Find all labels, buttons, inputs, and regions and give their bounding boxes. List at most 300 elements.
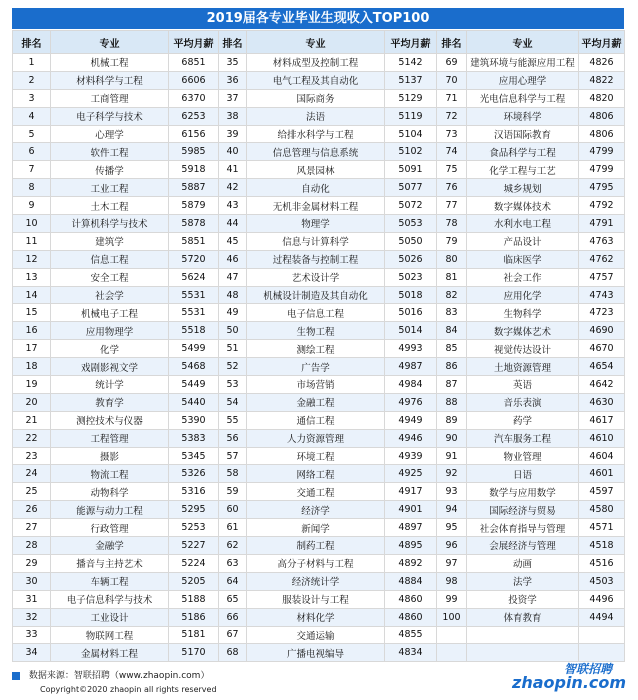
cell-rank: 83	[437, 304, 467, 322]
cell-salary: 4795	[579, 179, 625, 197]
cell-rank: 21	[13, 411, 51, 429]
table-row	[13, 358, 625, 376]
cell-rank: 57	[219, 447, 247, 465]
cell-rank: 28	[13, 537, 51, 555]
header-rank: 排名	[219, 31, 247, 54]
cell-salary: 5878	[169, 215, 219, 233]
cell-major: 摄影	[51, 447, 169, 465]
table-row	[13, 54, 625, 72]
cell-major: 艺术设计学	[247, 268, 385, 286]
salary-table	[12, 30, 625, 662]
table-row	[13, 447, 625, 465]
cell-major: 药学	[467, 411, 579, 429]
cell-rank: 16	[13, 322, 51, 340]
cell-major: 法语	[247, 107, 385, 125]
cell-salary: 4946	[385, 429, 437, 447]
cell-rank: 88	[437, 393, 467, 411]
cell-major: 音乐表演	[467, 393, 579, 411]
cell-rank: 38	[219, 107, 247, 125]
cell-salary: 5887	[169, 179, 219, 197]
cell-major: 无机非金属材料工程	[247, 197, 385, 215]
cell-rank: 1	[13, 54, 51, 72]
cell-major: 电子信息工程	[247, 304, 385, 322]
cell-rank: 25	[13, 483, 51, 501]
table-row	[13, 215, 625, 233]
cell-rank: 95	[437, 519, 467, 537]
cell-salary: 5345	[169, 447, 219, 465]
cell-rank: 8	[13, 179, 51, 197]
cell-salary: 4690	[579, 322, 625, 340]
cell-major: 交通运输	[247, 626, 385, 644]
cell-major: 经济学	[247, 501, 385, 519]
cell-salary: 4610	[579, 429, 625, 447]
cell-salary: 4601	[579, 465, 625, 483]
cell-rank: 19	[13, 376, 51, 394]
header-rank: 排名	[13, 31, 51, 54]
header-major: 专业	[247, 31, 385, 54]
cell-salary: 4597	[579, 483, 625, 501]
cell-rank: 9	[13, 197, 51, 215]
cell-rank: 84	[437, 322, 467, 340]
cell-major: 给排水科学与工程	[247, 125, 385, 143]
cell-salary: 4826	[579, 54, 625, 72]
cell-rank: 23	[13, 447, 51, 465]
cell-salary: 5224	[169, 554, 219, 572]
cell-rank: 67	[219, 626, 247, 644]
cell-rank: 40	[219, 143, 247, 161]
cell-major: 材料科学与工程	[51, 71, 169, 89]
cell-major: 社会学	[51, 286, 169, 304]
cell-major: 体育教育	[467, 608, 579, 626]
cell-major: 自动化	[247, 179, 385, 197]
cell-major: 测控技术与仪器	[51, 411, 169, 429]
cell-salary: 5018	[385, 286, 437, 304]
cell-salary: 4892	[385, 554, 437, 572]
table-row	[13, 501, 625, 519]
table-row	[13, 107, 625, 125]
cell-major: 网络工程	[247, 465, 385, 483]
cell-major: 建筑学	[51, 232, 169, 250]
cell-rank: 54	[219, 393, 247, 411]
cell-major: 心理学	[51, 125, 169, 143]
cell-salary: 5142	[385, 54, 437, 72]
cell-salary: 4901	[385, 501, 437, 519]
cell-salary: 6370	[169, 89, 219, 107]
cell-salary: 4496	[579, 590, 625, 608]
cell-rank: 12	[13, 250, 51, 268]
cell-salary: 4503	[579, 572, 625, 590]
cell-rank: 89	[437, 411, 467, 429]
cell-major: 土地资源管理	[467, 358, 579, 376]
cell-major	[467, 626, 579, 644]
table-row	[13, 197, 625, 215]
cell-rank: 55	[219, 411, 247, 429]
cell-salary: 5879	[169, 197, 219, 215]
cell-salary: 4993	[385, 340, 437, 358]
cell-salary: 4792	[579, 197, 625, 215]
cell-major: 化学工程与工艺	[467, 161, 579, 179]
cell-salary: 5050	[385, 232, 437, 250]
cell-rank: 82	[437, 286, 467, 304]
table-row	[13, 608, 625, 626]
cell-major: 物流工程	[51, 465, 169, 483]
cell-rank: 94	[437, 501, 467, 519]
cell-rank: 92	[437, 465, 467, 483]
header-salary: 平均月薪	[385, 31, 437, 54]
table-row	[13, 554, 625, 572]
cell-rank: 76	[437, 179, 467, 197]
cell-rank: 64	[219, 572, 247, 590]
cell-major: 国际经济与贸易	[467, 501, 579, 519]
cell-major: 社会工作	[467, 268, 579, 286]
data-source-note	[12, 668, 209, 681]
cell-major: 会展经济与管理	[467, 537, 579, 555]
cell-major: 汉语国际教育	[467, 125, 579, 143]
cell-rank: 50	[219, 322, 247, 340]
cell-rank: 80	[437, 250, 467, 268]
cell-major: 信息管理与信息系统	[247, 143, 385, 161]
table-body	[13, 54, 625, 662]
cell-major: 新闻学	[247, 519, 385, 537]
cell-major: 应用物理学	[51, 322, 169, 340]
cell-major: 法学	[467, 572, 579, 590]
cell-rank: 4	[13, 107, 51, 125]
cell-major: 广告学	[247, 358, 385, 376]
table-row	[13, 411, 625, 429]
cell-salary: 4642	[579, 376, 625, 394]
table-row	[13, 71, 625, 89]
header-rank: 排名	[437, 31, 467, 54]
cell-salary: 5170	[169, 644, 219, 662]
cell-salary: 5129	[385, 89, 437, 107]
cell-salary: 5253	[169, 519, 219, 537]
cell-major: 软件工程	[51, 143, 169, 161]
cell-rank: 52	[219, 358, 247, 376]
cell-major: 信息工程	[51, 250, 169, 268]
cell-rank: 65	[219, 590, 247, 608]
cell-rank: 11	[13, 232, 51, 250]
cell-major: 市场营销	[247, 376, 385, 394]
cell-major: 高分子材料与工程	[247, 554, 385, 572]
cell-major: 戏剧影视文学	[51, 358, 169, 376]
cell-salary: 5053	[385, 215, 437, 233]
data-source-text: 数据来源：智联招聘（www.zhaopin.com）	[28, 671, 210, 681]
cell-salary: 4799	[579, 161, 625, 179]
cell-rank: 44	[219, 215, 247, 233]
table-row	[13, 268, 625, 286]
cell-rank: 98	[437, 572, 467, 590]
cell-rank: 77	[437, 197, 467, 215]
table-row	[13, 232, 625, 250]
cell-rank: 39	[219, 125, 247, 143]
cell-major: 动画	[467, 554, 579, 572]
header-major: 专业	[467, 31, 579, 54]
cell-major: 电气工程及其自动化	[247, 71, 385, 89]
cell-rank: 18	[13, 358, 51, 376]
cell-major: 生物科学	[467, 304, 579, 322]
cell-major: 材料化学	[247, 608, 385, 626]
cell-salary: 4949	[385, 411, 437, 429]
cell-major: 土木工程	[51, 197, 169, 215]
cell-major: 服装设计与工程	[247, 590, 385, 608]
cell-rank: 73	[437, 125, 467, 143]
cell-rank: 66	[219, 608, 247, 626]
cell-rank: 86	[437, 358, 467, 376]
table-row	[13, 89, 625, 107]
cell-rank: 68	[219, 644, 247, 662]
cell-rank: 37	[219, 89, 247, 107]
table-row	[13, 125, 625, 143]
cell-rank: 51	[219, 340, 247, 358]
table-title: 2019届各专业毕业生现收入TOP100	[12, 8, 624, 29]
cell-rank: 71	[437, 89, 467, 107]
cell-major: 制药工程	[247, 537, 385, 555]
cell-rank: 97	[437, 554, 467, 572]
cell-salary: 5326	[169, 465, 219, 483]
cell-salary: 4925	[385, 465, 437, 483]
cell-salary: 5918	[169, 161, 219, 179]
cell-salary: 5316	[169, 483, 219, 501]
cell-major: 生物工程	[247, 322, 385, 340]
cell-salary: 5016	[385, 304, 437, 322]
cell-major: 金融工程	[247, 393, 385, 411]
cell-salary: 4806	[579, 107, 625, 125]
cell-salary: 4580	[579, 501, 625, 519]
cell-rank: 56	[219, 429, 247, 447]
cell-major: 城乡规划	[467, 179, 579, 197]
cell-salary: 5624	[169, 268, 219, 286]
cell-rank: 14	[13, 286, 51, 304]
cell-salary: 4630	[579, 393, 625, 411]
cell-salary: 5449	[169, 376, 219, 394]
cell-major: 统计学	[51, 376, 169, 394]
table-row	[13, 250, 625, 268]
cell-salary: 5440	[169, 393, 219, 411]
cell-major: 物联网工程	[51, 626, 169, 644]
cell-major: 英语	[467, 376, 579, 394]
cell-salary: 5014	[385, 322, 437, 340]
cell-salary: 5383	[169, 429, 219, 447]
cell-major: 电子科学与技术	[51, 107, 169, 125]
cell-salary: 5091	[385, 161, 437, 179]
cell-salary: 5188	[169, 590, 219, 608]
cell-major: 食品科学与工程	[467, 143, 579, 161]
cell-rank: 60	[219, 501, 247, 519]
cell-major: 车辆工程	[51, 572, 169, 590]
cell-rank: 72	[437, 107, 467, 125]
cell-salary: 4806	[579, 125, 625, 143]
cell-major: 社会体育指导与管理	[467, 519, 579, 537]
cell-rank: 13	[13, 268, 51, 286]
cell-salary: 5186	[169, 608, 219, 626]
cell-major: 环境科学	[467, 107, 579, 125]
cell-major: 建筑环境与能源应用工程	[467, 54, 579, 72]
cell-rank: 36	[219, 71, 247, 89]
cell-major: 通信工程	[247, 411, 385, 429]
cell-salary: 4743	[579, 286, 625, 304]
cell-rank: 48	[219, 286, 247, 304]
cell-salary: 4763	[579, 232, 625, 250]
cell-major: 人力资源管理	[247, 429, 385, 447]
table-row	[13, 590, 625, 608]
cell-rank: 61	[219, 519, 247, 537]
cell-salary: 4670	[579, 340, 625, 358]
cell-salary: 4855	[385, 626, 437, 644]
cell-major: 机械工程	[51, 54, 169, 72]
cell-salary: 5390	[169, 411, 219, 429]
cell-salary: 5531	[169, 286, 219, 304]
cell-rank: 2	[13, 71, 51, 89]
cell-salary: 5104	[385, 125, 437, 143]
cell-salary: 4822	[579, 71, 625, 89]
cell-rank: 85	[437, 340, 467, 358]
cell-salary: 4895	[385, 537, 437, 555]
cell-salary: 4917	[385, 483, 437, 501]
cell-major: 汽车服务工程	[467, 429, 579, 447]
cell-salary: 6156	[169, 125, 219, 143]
table-row	[13, 286, 625, 304]
cell-rank: 29	[13, 554, 51, 572]
cell-major: 投资学	[467, 590, 579, 608]
cell-major: 数学与应用数学	[467, 483, 579, 501]
cell-rank: 70	[437, 71, 467, 89]
cell-major: 计算机科学与技术	[51, 215, 169, 233]
cell-rank: 5	[13, 125, 51, 143]
table-row	[13, 179, 625, 197]
cell-salary: 5518	[169, 322, 219, 340]
cell-major: 数字媒体技术	[467, 197, 579, 215]
cell-rank: 43	[219, 197, 247, 215]
cell-salary: 5119	[385, 107, 437, 125]
cell-salary: 4820	[579, 89, 625, 107]
header-row	[13, 31, 625, 54]
cell-rank: 17	[13, 340, 51, 358]
cell-rank: 41	[219, 161, 247, 179]
cell-major: 产品设计	[467, 232, 579, 250]
cell-major: 物理学	[247, 215, 385, 233]
cell-salary: 4654	[579, 358, 625, 376]
cell-salary: 5985	[169, 143, 219, 161]
cell-rank: 49	[219, 304, 247, 322]
cell-major: 临床医学	[467, 250, 579, 268]
cell-rank: 96	[437, 537, 467, 555]
table-row	[13, 340, 625, 358]
cell-rank: 45	[219, 232, 247, 250]
cell-rank: 32	[13, 608, 51, 626]
cell-major: 风景园林	[247, 161, 385, 179]
cell-salary	[579, 626, 625, 644]
cell-salary: 5227	[169, 537, 219, 555]
cell-major: 广播电视编导	[247, 644, 385, 662]
cell-rank: 100	[437, 608, 467, 626]
cell-rank: 27	[13, 519, 51, 537]
cell-rank	[437, 644, 467, 662]
cell-salary: 5499	[169, 340, 219, 358]
cell-rank: 22	[13, 429, 51, 447]
cell-salary: 5137	[385, 71, 437, 89]
cell-salary: 5023	[385, 268, 437, 286]
cell-salary: 5205	[169, 572, 219, 590]
table-row	[13, 393, 625, 411]
cell-rank: 93	[437, 483, 467, 501]
header-salary: 平均月薪	[579, 31, 625, 54]
cell-major: 工商管理	[51, 89, 169, 107]
cell-rank: 15	[13, 304, 51, 322]
cell-rank: 20	[13, 393, 51, 411]
cell-rank: 99	[437, 590, 467, 608]
cell-major: 电子信息科学与技术	[51, 590, 169, 608]
cell-major: 教育学	[51, 393, 169, 411]
cell-salary: 4976	[385, 393, 437, 411]
cell-major: 国际商务	[247, 89, 385, 107]
cell-rank: 63	[219, 554, 247, 572]
cell-major: 能源与动力工程	[51, 501, 169, 519]
cell-rank: 87	[437, 376, 467, 394]
cell-salary: 4617	[579, 411, 625, 429]
cell-salary: 5026	[385, 250, 437, 268]
cell-salary: 4516	[579, 554, 625, 572]
cell-rank: 69	[437, 54, 467, 72]
cell-major: 化学	[51, 340, 169, 358]
cell-rank: 58	[219, 465, 247, 483]
cell-salary: 4939	[385, 447, 437, 465]
cell-rank: 78	[437, 215, 467, 233]
cell-rank: 79	[437, 232, 467, 250]
header-salary: 平均月薪	[169, 31, 219, 54]
cell-rank: 3	[13, 89, 51, 107]
cell-rank	[437, 626, 467, 644]
cell-rank: 74	[437, 143, 467, 161]
bullet-square-icon	[12, 672, 20, 680]
cell-major: 材料成型及控制工程	[247, 54, 385, 72]
table-row	[13, 304, 625, 322]
cell-rank: 62	[219, 537, 247, 555]
cell-salary: 4897	[385, 519, 437, 537]
cell-rank: 33	[13, 626, 51, 644]
cell-major: 工业工程	[51, 179, 169, 197]
table-row	[13, 429, 625, 447]
copyright-text: Copyright©2020 zhaopin all rights reserved	[40, 685, 217, 694]
cell-salary: 6253	[169, 107, 219, 125]
cell-salary: 4518	[579, 537, 625, 555]
cell-rank: 53	[219, 376, 247, 394]
cell-major: 交通工程	[247, 483, 385, 501]
cell-salary: 5720	[169, 250, 219, 268]
cell-salary: 4987	[385, 358, 437, 376]
cell-major: 金融学	[51, 537, 169, 555]
cell-salary: 5072	[385, 197, 437, 215]
cell-rank: 7	[13, 161, 51, 179]
cell-major: 数字媒体艺术	[467, 322, 579, 340]
cell-salary: 4834	[385, 644, 437, 662]
cell-rank: 10	[13, 215, 51, 233]
table-row	[13, 572, 625, 590]
cell-salary: 5531	[169, 304, 219, 322]
cell-salary: 5102	[385, 143, 437, 161]
table-row	[13, 376, 625, 394]
cell-rank: 42	[219, 179, 247, 197]
cell-major: 视觉传达设计	[467, 340, 579, 358]
zhaopin-logo	[512, 660, 627, 694]
cell-rank: 46	[219, 250, 247, 268]
cell-major: 动物科学	[51, 483, 169, 501]
cell-major: 环境工程	[247, 447, 385, 465]
cell-salary: 6606	[169, 71, 219, 89]
cell-salary: 6851	[169, 54, 219, 72]
cell-major: 工程管理	[51, 429, 169, 447]
cell-rank: 75	[437, 161, 467, 179]
cell-major: 物业管理	[467, 447, 579, 465]
